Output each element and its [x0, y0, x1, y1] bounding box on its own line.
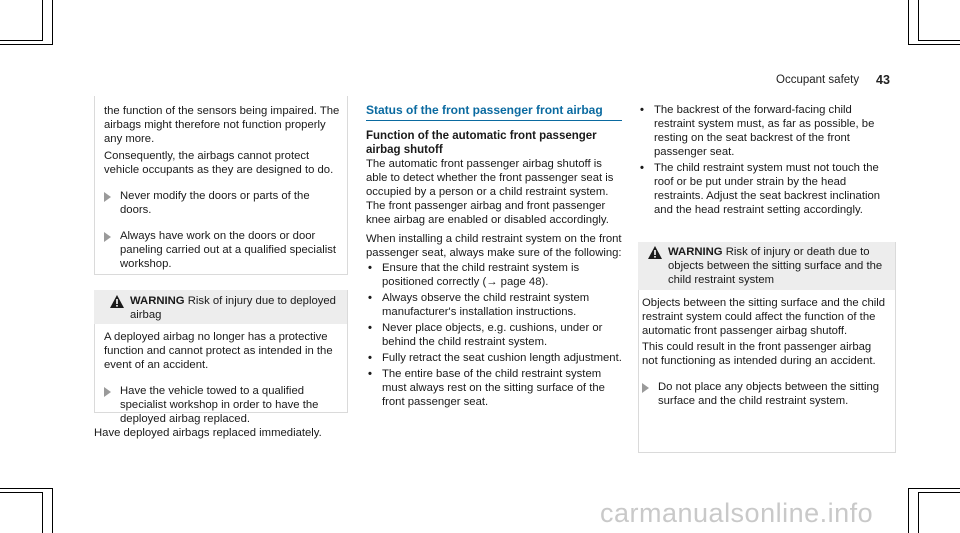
column-1	[104, 104, 340, 271]
section-heading: Status of the front passenger front airbag	[366, 103, 603, 117]
paragraph: This could result in the front passenger airbag not functioning as intended during an accident.	[642, 341, 876, 367]
warning-title: Risk of injury or death due to objects between the sitting surface and the child restraint system	[668, 246, 883, 286]
warning-1	[104, 294, 340, 426]
paragraph: A deployed airbag no longer has a protective function and cannot protect as intended in the event of an accident.	[104, 331, 333, 371]
column-3-list	[638, 103, 894, 217]
list-item: • Always observe the child restraint system manufacturer's installation instructions.	[368, 292, 590, 318]
footer-note: Have deployed airbags replaced immediately.	[94, 427, 322, 439]
section-title: Occupant safety	[776, 74, 860, 86]
warning-2	[642, 245, 890, 408]
page-number: 43	[876, 73, 890, 87]
heading-rule	[366, 120, 622, 121]
warning-label: WARNING	[668, 246, 723, 258]
paragraph: The automatic front passenger airbag shutoff is able to detect whether the front passenger seat is occupied by a person or a child restraint system. The front passenger airbag and front passenger knee airbag are enabled or disabled accordingly.	[366, 158, 614, 226]
watermark: carmanualsonline.info	[600, 498, 874, 528]
warning-title: Risk of injury due to deployed airbag	[130, 295, 336, 321]
list-item: Do not place any objects between the sitting surface and the child restraint system.	[642, 380, 890, 408]
list-item: • Never place objects, e.g. cushions, under or behind the child restraint system.	[368, 322, 603, 348]
list-item: • Ensure that the child restraint system is positioned correctly (→ page 48).	[368, 262, 580, 288]
list-item: Never modify the doors or parts of the doors.	[104, 189, 340, 217]
paragraph: Consequently, the airbags cannot protect vehicle occupants as they are designed to do.	[104, 150, 334, 176]
list-item: Have the vehicle towed to a qualified specialist workshop in order to have the deployed airbag replaced.	[104, 384, 340, 426]
list-item: • Fully retract the seat cushion length adjustment.	[368, 352, 622, 364]
warning-title-row	[642, 245, 890, 287]
paragraph: Objects between the sitting surface and the child restraint system could affect the function of the automatic front passenger airbag shutoff.	[642, 297, 886, 337]
arrow-icon	[104, 232, 111, 242]
list-item: Always have work on the doors or door paneling carried out at a qualified specialist workshop.	[104, 229, 340, 271]
column-2	[366, 130, 622, 409]
arrow-icon	[104, 192, 111, 202]
warning-label: WARNING	[130, 295, 185, 307]
warning-icon	[648, 246, 662, 259]
subheading: Function of the automatic front passenger airbag shutoff	[366, 130, 597, 156]
paragraph: When installing a child restraint system on the front passenger seat, always make sure of the following:	[366, 233, 622, 259]
arrow-icon	[104, 387, 111, 397]
list-item: • The entire base of the child restraint system must always rest on the sitting surface of the front passenger seat.	[368, 368, 605, 408]
warning-icon	[110, 295, 124, 308]
list-item: • The child restraint system must not touch the roof or be put under strain by the head restraints. Adjust the seat backrest inclination and the head restraint setting accordingly.	[640, 162, 881, 216]
list-item: • The backrest of the forward-facing child restraint system must, as far as possible, be resting on the seat backrest of the front passenger seat.	[640, 104, 875, 158]
paragraph: the function of the sensors being impaired. The airbags might therefore not function properly any more.	[104, 105, 340, 145]
arrow-icon	[642, 383, 649, 393]
warning-title-row	[104, 294, 340, 322]
